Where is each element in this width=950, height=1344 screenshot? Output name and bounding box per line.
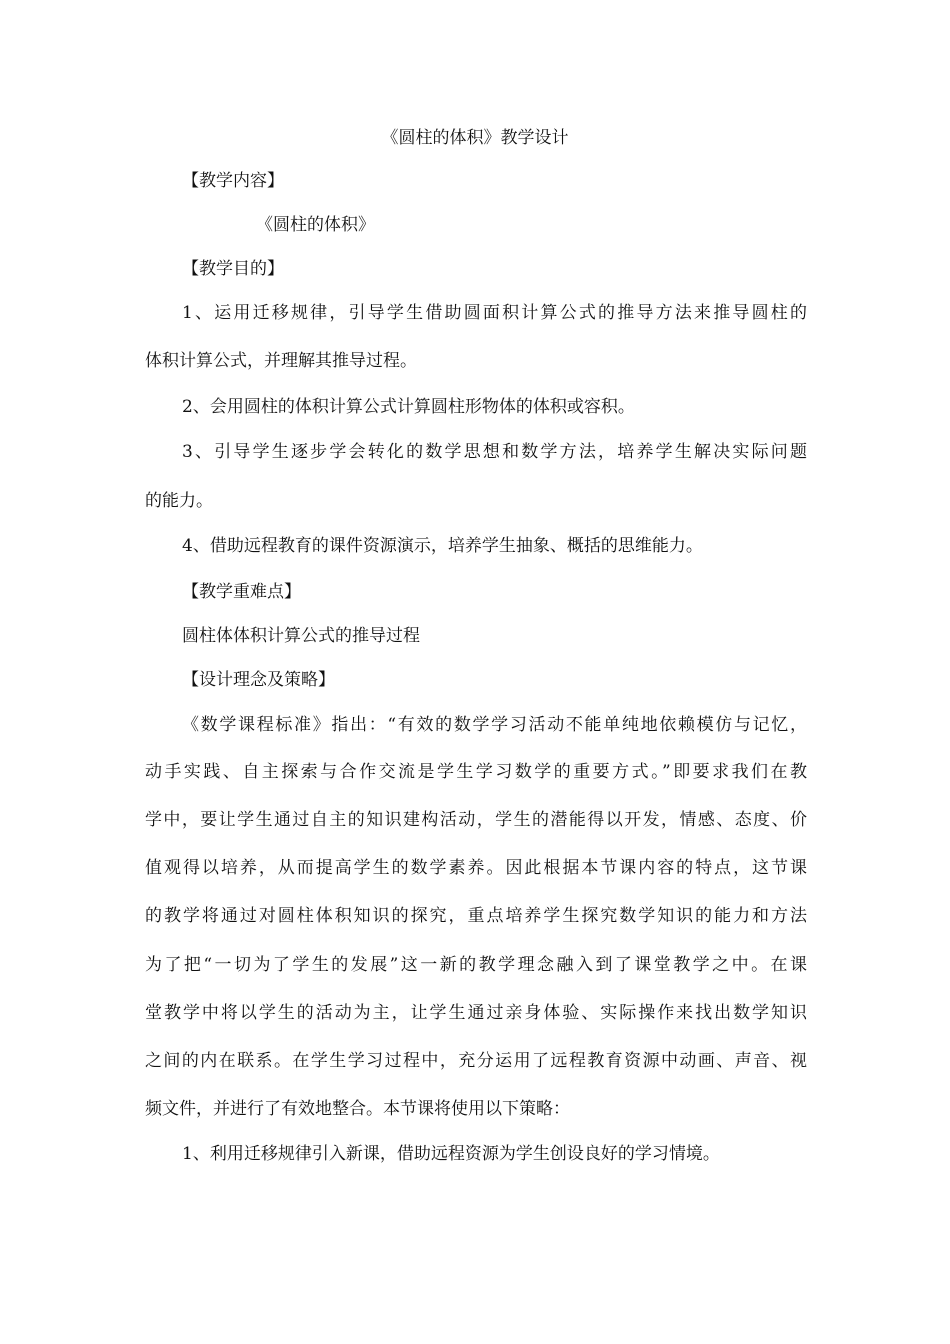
strategy-1: 1、利用迁移规律引入新课，借助远程资源为学生创设良好的学习情境。 xyxy=(182,1144,720,1164)
objective-4: 4、借助远程教育的课件资源演示，培养学生抽象、概括的思维能力。 xyxy=(182,536,703,556)
design-paragraph-line: 频文件，并进行了有效地整合。本节课将使用以下策略： xyxy=(145,1099,570,1119)
objective-3-line2: 的能力。 xyxy=(145,491,213,511)
design-paragraph-line: 堂教学中将以学生的活动为主，让学生通过亲身体验、实际操作来找出数学知识 xyxy=(145,1003,807,1023)
design-paragraph-line: 的教学将通过对圆柱体积知识的探究，重点培养学生探究数学知识的能力和方法 xyxy=(145,906,807,926)
keypoints-value: 圆柱体体积计算公式的推导过程 xyxy=(182,626,420,646)
section-heading-design: 【设计理念及策略】 xyxy=(182,670,335,690)
design-paragraph-line: 为了把“一切为了学生的发展”这一新的教学理念融入到了课堂教学之中。在课 xyxy=(145,955,807,975)
section-heading-content: 【教学内容】 xyxy=(182,171,284,191)
document-title: 《圆柱的体积》教学设计 xyxy=(381,128,569,148)
section-heading-objectives: 【教学目的】 xyxy=(182,259,284,279)
objective-1-line1: 1、运用迁移规律，引导学生借助圆面积计算公式的推导方法来推导圆柱的 xyxy=(182,303,807,323)
design-paragraph-line: 值观得以培养，从而提高学生的数学素养。因此根据本节课内容的特点，这节课 xyxy=(145,858,807,878)
design-paragraph-line: 动手实践、自主探索与合作交流是学生学习数学的重要方式。”即要求我们在教 xyxy=(145,762,807,782)
objective-2: 2、会用圆柱的体积计算公式计算圆柱形物体的体积或容积。 xyxy=(182,397,635,417)
section-heading-keypoints: 【教学重难点】 xyxy=(182,582,301,602)
objective-3-line1: 3、引导学生逐步学会转化的数学思想和数学方法，培养学生解决实际问题 xyxy=(182,442,807,462)
objective-1-line2: 体积计算公式，并理解其推导过程。 xyxy=(145,351,417,371)
design-paragraph-line: 之间的内在联系。在学生学习过程中，充分运用了远程教育资源中动画、声音、视 xyxy=(145,1051,807,1071)
design-paragraph-line: 学中，要让学生通过自主的知识建构活动，学生的潜能得以开发，情感、态度、价 xyxy=(145,810,807,830)
content-value: 《圆柱的体积》 xyxy=(256,215,375,235)
design-paragraph-line: 《数学课程标准》指出：“有效的数学学习活动不能单纯地依赖模仿与记忆， xyxy=(182,715,807,735)
